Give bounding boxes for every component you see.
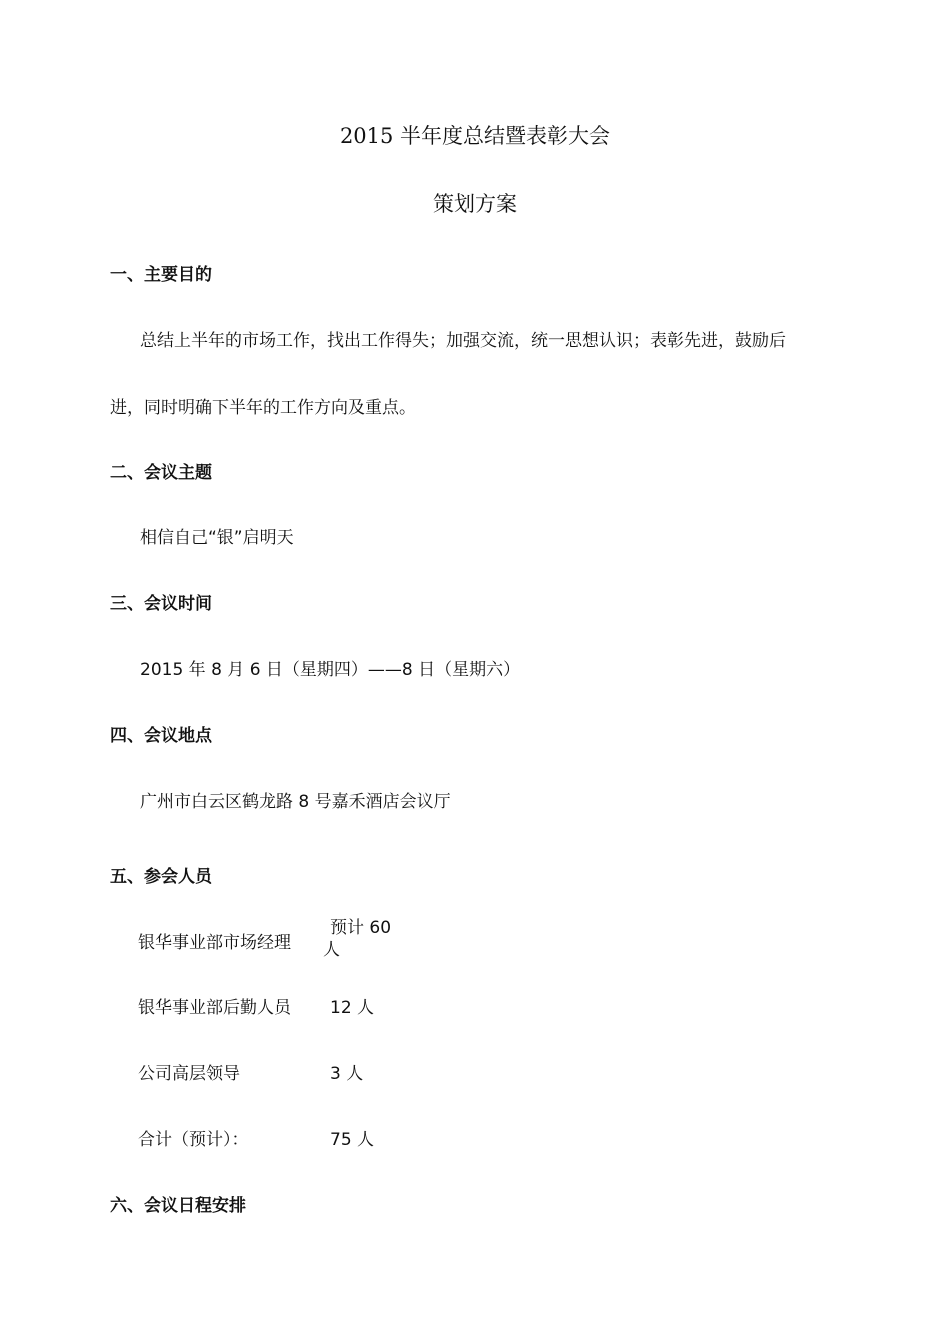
section-heading-time: 三、会议时间	[110, 594, 212, 614]
attendee-label-logistics: 银华事业部后勤人员	[138, 998, 291, 1018]
section-heading-purpose: 一、主要目的	[110, 265, 212, 285]
attendee-value-managers-line-2: 人	[323, 940, 340, 960]
document-title: 2015 半年度总结暨表彰大会	[339, 124, 611, 148]
section-heading-attendees: 五、参会人员	[110, 867, 212, 887]
attendee-label-executives: 公司高层领导	[138, 1064, 240, 1084]
attendee-value-total: 75 人	[330, 1130, 375, 1150]
attendee-value-logistics: 12 人	[330, 998, 375, 1018]
section-heading-location: 四、会议地点	[110, 726, 212, 746]
attendee-label-total: 合计（预计）：	[138, 1130, 249, 1150]
purpose-text-line-2: 进，同时明确下半年的工作方向及重点。	[110, 398, 416, 418]
attendee-value-managers	[323, 917, 403, 961]
section-heading-theme: 二、会议主题	[110, 463, 212, 483]
section-heading-schedule: 六、会议日程安排	[110, 1196, 246, 1216]
attendee-value-managers-line-1: 预计 60	[330, 918, 392, 938]
attendee-value-executives: 3 人	[330, 1064, 364, 1084]
document-subtitle: 策划方案	[433, 192, 517, 216]
purpose-text-line-1: 总结上半年的市场工作，找出工作得失；加强交流，统一思想认识；表彰先进，鼓励后	[140, 331, 786, 351]
location-text: 广州市白云区鹤龙路 8 号嘉禾酒店会议厅	[140, 792, 451, 812]
theme-text: 相信自己“银”启明天	[140, 528, 294, 548]
attendee-label-managers: 银华事业部市场经理	[138, 933, 291, 953]
time-text: 2015 年 8 月 6 日（星期四）——8 日（星期六）	[140, 660, 521, 680]
